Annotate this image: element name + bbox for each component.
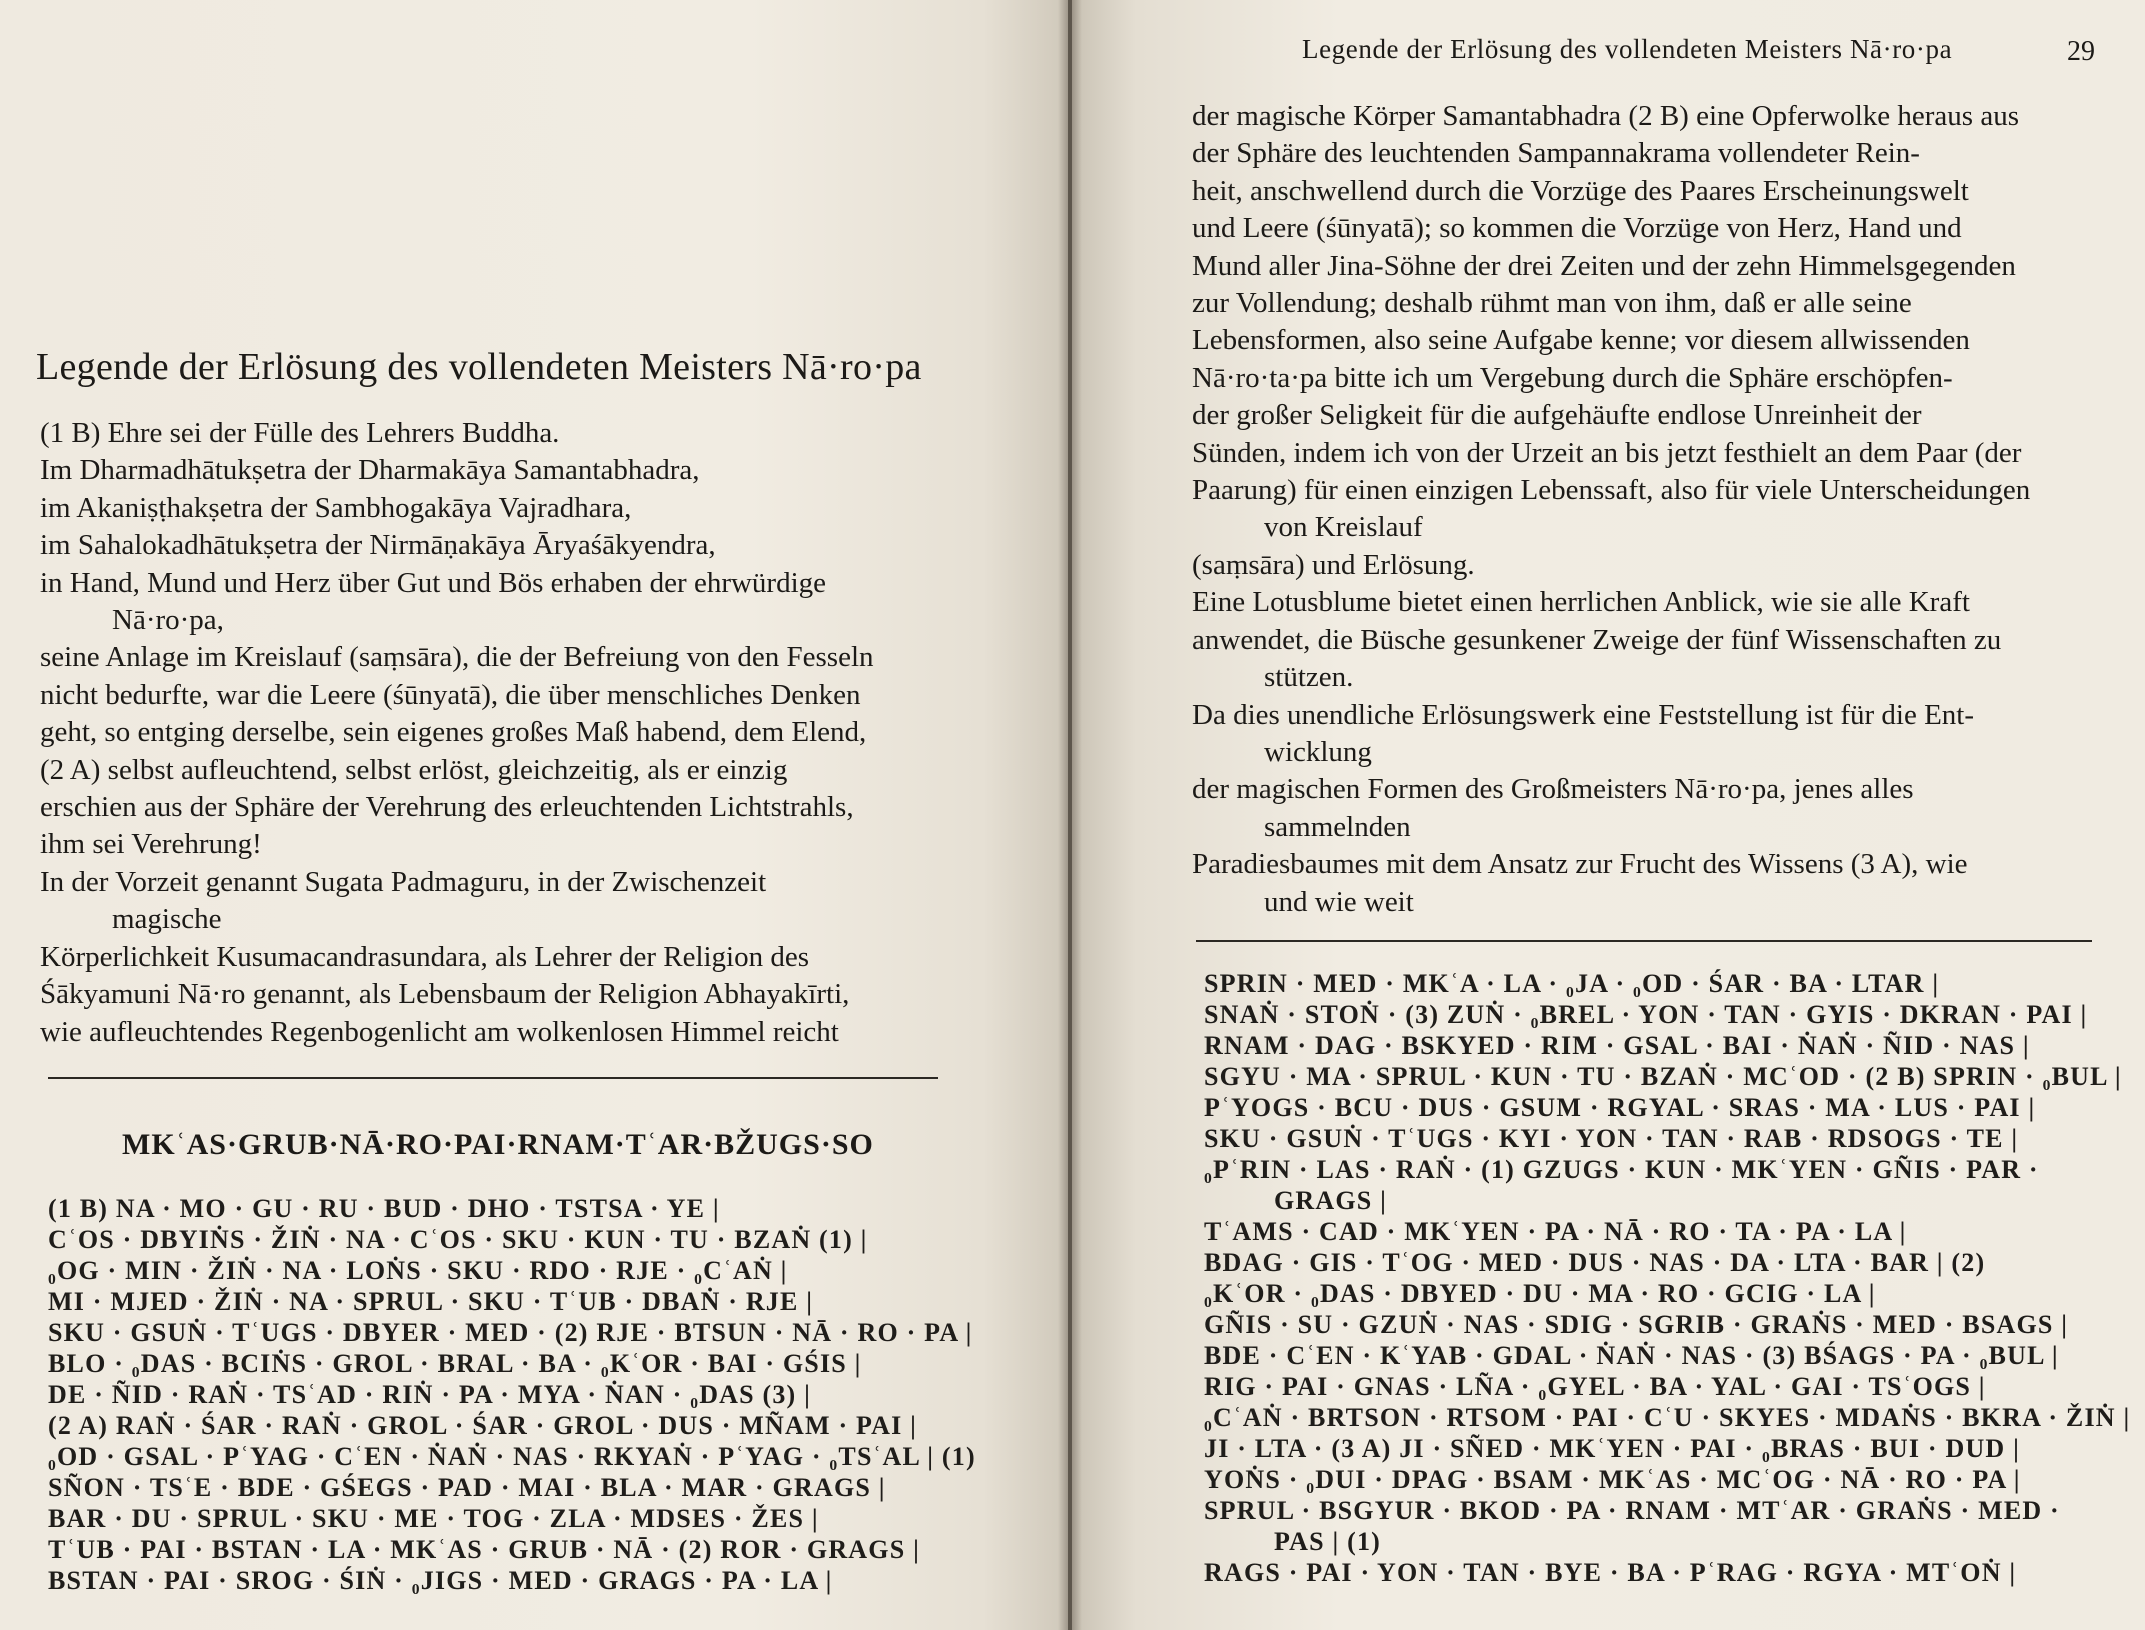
text-line: SNAṄ · STOṄ · (3) ZUṄ · ₀BREL · YON · TAN · GYIS · DKRAN · PAI | — [1204, 1000, 2088, 1029]
book-gutter — [1058, 0, 1082, 1630]
text-line: ihm sei Verehrung! — [40, 828, 262, 861]
text-line: Da dies unendliche Erlösungswerk eine Feststellung ist für die Ent- — [1192, 698, 1975, 731]
text-line: erschien aus der Sphäre der Verehrung des erleuchtenden Lichtstrahls, — [40, 791, 854, 824]
text-line: wie aufleuchtendes Regenbogenlicht am wolkenlosen Himmel reicht — [40, 1015, 839, 1048]
text-line: nicht bedurfte, war die Leere (śūnyatā), die über menschliches Denken — [40, 678, 861, 711]
text-line: in Hand, Mund und Herz über Gut und Bös erhaben der ehrwürdige — [40, 566, 827, 599]
text-line: ₀CʿAṄ · BRTSON · RTSOM · PAI · CʿU · SKYES · MDAṄS · BKRA · ŽIṄ | — [1204, 1403, 2131, 1432]
text-line: CʿOS · DBYIṄS · ŽIṄ · NA · CʿOS · SKU · KUN · TU · BZAṄ (1) | — [48, 1225, 868, 1254]
section-rule — [1196, 940, 2092, 942]
text-line: der Sphäre des leuchtenden Sampannakrama vollendeter Rein- — [1192, 137, 1920, 170]
text-line: Körperlichkeit Kusumacandrasundara, als Lehrer der Religion des — [40, 940, 810, 973]
text-line: BDAG · GIS · TʿOG · MED · DUS · NAS · DA · LTA · BAR | (2) — [1204, 1248, 1986, 1277]
text-line: (saṃsāra) und Erlösung. — [1192, 548, 1475, 581]
text-line: BAR · DU · SPRUL · SKU · ME · TOG · ZLA · MDSES · ŽES | — [48, 1504, 819, 1533]
text-line: Śākyamuni Nā·ro genannt, als Lebensbaum der Religion Abhayakīrti, — [40, 978, 850, 1011]
text-line: heit, anschwellend durch die Vorzüge des Paares Erscheinungswelt — [1192, 174, 1969, 207]
text-line: DE · ÑID · RAṄ · TSʿAD · RIṄ · PA · MYA · ṄAN · ₀DAS (3) | — [48, 1380, 812, 1409]
text-line: Eine Lotusblume bietet einen herrlichen Anblick, wie sie alle Kraft — [1192, 586, 1970, 619]
text-line: YOṄS · ₀DUI · DPAG · BSAM · MKʿAS · MCʿOG · NĀ · RO · PA | — [1204, 1465, 2021, 1494]
text-line: ₀KʿOR · ₀DAS · DBYED · DU · MA · RO · GCIG · LA | — [1204, 1279, 1876, 1308]
text-line: Mund aller Jina-Söhne der drei Zeiten und der zehn Himmelsgegenden — [1192, 249, 2016, 282]
text-line: TʿUB · PAI · BSTAN · LA · MKʿAS · GRUB · NĀ · (2) ROR · GRAGS | — [48, 1535, 920, 1564]
text-line: (1 B) NA · MO · GU · RU · BUD · DHO · TSTSA · YE | — [48, 1194, 720, 1223]
text-line: (2 A) RAṄ · ŚAR · RAṄ · GROL · ŚAR · GROL · DUS · MÑAM · PAI | — [48, 1411, 918, 1440]
text-line: SPRUL · BSGYUR · BKOD · PA · RNAM · MTʿAR · GRAṄS · MED · — [1204, 1496, 2060, 1525]
text-line: stützen. — [1264, 661, 1354, 694]
text-line: Lebensformen, also seine Aufgabe kenne; vor diesem allwissenden — [1192, 324, 1970, 357]
text-line: (1 B) Ehre sei der Fülle des Lehrers Buddha. — [40, 417, 560, 449]
text-line: BDE · CʿEN · KʿYAB · GDAL · ṄAṄ · NAS · (3) BŚAGS · PA · ₀BUL | — [1204, 1341, 2059, 1370]
text-line: wicklung — [1264, 735, 1372, 768]
text-line: TʿAMS · CAD · MKʿYEN · PA · NĀ · RO · TA · PA · LA | — [1204, 1217, 1907, 1246]
text-line: PAS | (1) — [1274, 1527, 1382, 1556]
text-line: der magische Körper Samantabhadra (2 B) eine Opferwolke heraus aus — [1192, 100, 2019, 132]
text-line: BLO · ₀DAS · BCIṄS · GROL · BRAL · BA · ₀KʿOR · BAI · GŚIS | — [48, 1349, 862, 1378]
text-line: ₀OD · GSAL · PʿYAG · CʿEN · ṄAṄ · NAS · RKYAṄ · PʿYAG · ₀TSʿAL | (1) — [48, 1442, 976, 1471]
right-tibetan-text — [1204, 968, 2131, 1588]
text-line: im Sahalokadhātukṣetra der Nirmāṇakāya Āryaśākyendra, — [40, 529, 716, 562]
text-line: seine Anlage im Kreislauf (saṃsāra), die der Befreiung von den Fesseln — [40, 641, 874, 674]
text-line: von Kreislauf — [1264, 511, 1423, 544]
text-line: BSTAN · PAI · SROG · ŚIṄ · ₀JIGS · MED · GRAGS · PA · LA | — [48, 1566, 833, 1595]
text-line: und wie weit — [1264, 885, 1414, 918]
text-line: der magischen Formen des Großmeisters Nā·ro·pa, jenes alles — [1192, 773, 1914, 806]
tibetan-title: MKʿAS·GRUB·NĀ·RO·PAI·RNAM·TʿAR·BŽUGS·SO — [122, 1128, 874, 1161]
text-line: und Leere (śūnyatā); so kommen die Vorzüge von Herz, Hand und — [1192, 212, 1962, 245]
text-line: der großer Seligkeit für die aufgehäufte endlose Unreinheit der — [1192, 399, 1922, 432]
text-line: Nā·ro·ta·pa bitte ich um Vergebung durch die Sphäre erschöpfen- — [1192, 361, 1953, 394]
text-line: JI · LTA · (3 A) JI · SÑED · MKʿYEN · PAI · ₀BRAS · BUI · DUD | — [1204, 1434, 2021, 1463]
text-line: im Akaniṣṭhakṣetra der Sambhogakāya Vajradhara, — [40, 491, 632, 524]
text-line: sammelnden — [1264, 810, 1411, 843]
text-line: SKU · GSUṄ · TʿUGS · DBYER · MED · (2) RJE · BTSUN · NĀ · RO · PA | — [48, 1318, 973, 1347]
text-line: SGYU · MA · SPRUL · KUN · TU · BZAṄ · MCʿOD · (2 B) SPRIN · ₀BUL | — [1204, 1062, 2122, 1091]
left-prose — [40, 415, 940, 1051]
text-line: PʿYOGS · BCU · DUS · GSUM · RGYAL · SRAS · MA · LUS · PAI | — [1204, 1093, 2036, 1122]
text-line: SKU · GSUṄ · TʿUGS · KYI · YON · TAN · RAB · RDSOGS · TE | — [1204, 1124, 2019, 1153]
text-line: MI · MJED · ŽIṄ · NA · SPRUL · SKU · TʿUB · DBAṄ · RJE | — [48, 1287, 814, 1316]
text-line: anwendet, die Büsche gesunkener Zweige der fünf Wissenschaften zu — [1192, 623, 2002, 656]
text-line: Paradiesbaumes mit dem Ansatz zur Frucht des Wissens (3 A), wie — [1192, 848, 1968, 881]
text-line: ₀PʿRIN · LAS · RAṄ · (1) GZUGS · KUN · MKʿYEN · GÑIS · PAR · — [1204, 1155, 2039, 1184]
text-line: zur Vollendung; deshalb rühmt man von ihm, daß er alle seine — [1192, 287, 1912, 320]
running-head: Legende der Erlösung des vollendeten Meisters Nā·ro·pa — [1302, 34, 1953, 64]
text-line: RAGS · PAI · YON · TAN · BYE · BA · PʿRAG · RGYA · MTʿOṄ | — [1204, 1558, 2017, 1587]
text-line: Im Dharmadhātukṣetra der Dharmakāya Samantabhadra, — [40, 454, 700, 487]
text-line: Nā·ro·pa, — [112, 604, 224, 637]
section-rule — [48, 1077, 938, 1079]
text-line: GÑIS · SU · GZUṄ · NAS · SDIG · SGRIB · GRAṄS · MED · BSAGS | — [1204, 1310, 2069, 1339]
text-line: Sünden, indem ich von der Urzeit an bis jetzt festhielt an dem Paar (der — [1192, 436, 2022, 469]
left-page — [0, 0, 1068, 1630]
text-line: SPRIN · MED · MKʿA · LA · ₀JA · ₀OD · ŚAR · BA · LTAR | — [1204, 969, 1940, 998]
text-line: geht, so entging derselbe, sein eigenes großes Maß habend, dem Elend, — [40, 716, 867, 749]
chapter-title: Legende der Erlösung des vollendeten Meisters Nā·ro·pa — [36, 346, 922, 388]
left-tibetan-text — [48, 1193, 976, 1596]
text-line: GRAGS | — [1274, 1186, 1388, 1215]
right-prose — [1192, 98, 2092, 921]
right-page — [1072, 0, 2145, 1630]
text-line: ₀OG · MIN · ŽIṄ · NA · LOṄS · SKU · RDO · RJE · ₀CʿAṄ | — [48, 1256, 788, 1285]
text-line: SÑON · TSʿE · BDE · GŚEGS · PAD · MAI · BLA · MAR · GRAGS | — [48, 1473, 886, 1502]
text-line: Paarung) für einen einzigen Lebenssaft, also für viele Unterscheidungen — [1192, 474, 2031, 507]
text-line: RIG · PAI · GNAS · LÑA · ₀GYEL · BA · YAL · GAI · TSʿOGS | — [1204, 1372, 1986, 1401]
text-line: RNAM · DAG · BSKYED · RIM · GSAL · BAI · ṄAṄ · ÑID · NAS | — [1204, 1031, 2030, 1060]
text-line: In der Vorzeit genannt Sugata Padmaguru, in der Zwischenzeit — [40, 865, 767, 898]
text-line: (2 A) selbst aufleuchtend, selbst erlöst, gleichzeitig, als er einzig — [40, 753, 788, 786]
page-number: 29 — [2067, 36, 2095, 67]
text-line: magische — [112, 903, 222, 936]
